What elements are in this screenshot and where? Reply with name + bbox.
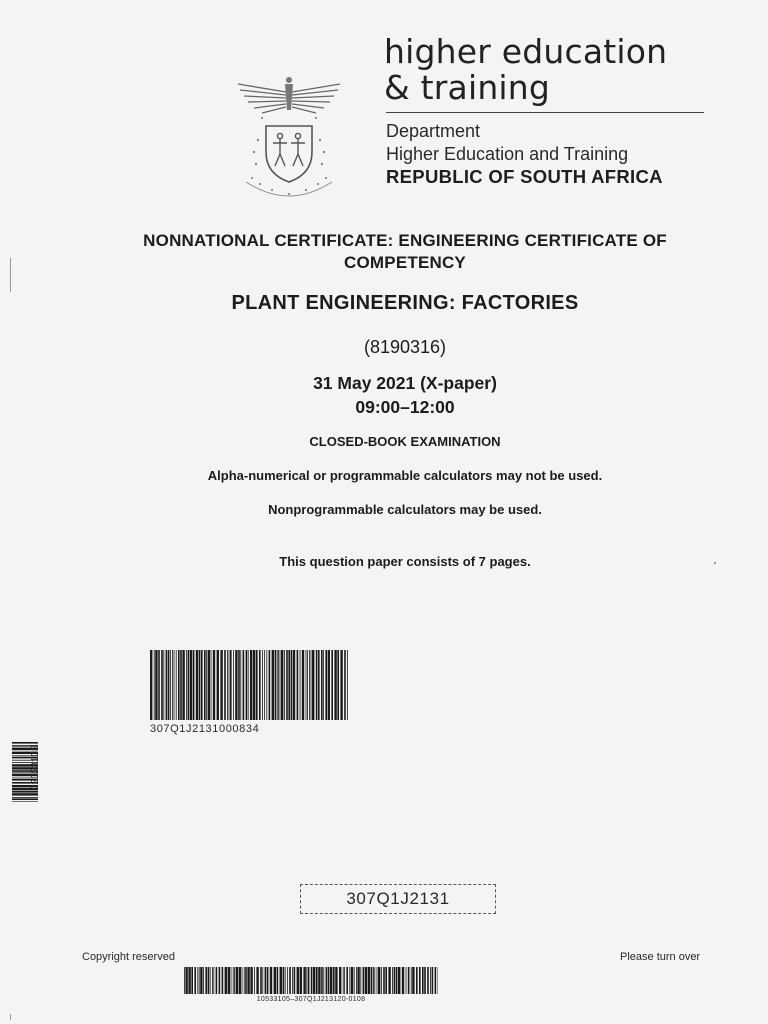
main-barcode-number: 307Q1J2131000834 [150, 723, 260, 735]
barcode-bar [219, 967, 221, 994]
barcode-bar [12, 797, 38, 798]
barcode-bar [416, 967, 418, 994]
barcode-bar [283, 967, 285, 994]
barcode-bar [168, 650, 170, 720]
barcode-bar [254, 967, 255, 994]
barcode-bar [408, 967, 410, 994]
barcode-bar [166, 650, 168, 720]
barcode-bar [206, 650, 207, 720]
barcode-bar [318, 967, 320, 994]
barcode-bar [240, 650, 241, 720]
barcode-bar [247, 967, 249, 994]
barcode-bar [213, 650, 215, 720]
barcode-bar [154, 650, 155, 720]
paper-code-box: 307Q1J2131 [300, 884, 496, 914]
barcode-bar [422, 967, 424, 994]
barcode-bar [194, 967, 196, 994]
barcode-bar [208, 650, 210, 720]
barcode-bar [191, 967, 193, 994]
barcode-bar [205, 967, 207, 994]
barcode-bar [12, 793, 38, 795]
barcode-bar [267, 967, 269, 994]
barcode-bar [337, 650, 339, 720]
exam-date: 31 May 2021 (X-paper) [313, 373, 497, 393]
barcode-bar [427, 967, 429, 994]
barcode-bar [188, 967, 190, 994]
barcode-bar [220, 650, 222, 720]
barcode-bar [265, 967, 267, 994]
barcode-bar [377, 967, 378, 994]
barcode-bar [280, 650, 281, 720]
barcode-bar [318, 650, 320, 720]
barcode-bar [328, 967, 330, 994]
barcode-bar [245, 967, 247, 994]
barcode-bar [185, 967, 187, 994]
exam-type: CLOSED-BOOK EXAMINATION [309, 434, 501, 449]
barcode-bar [186, 650, 187, 720]
barcode-bar [264, 650, 265, 720]
scan-mark [10, 258, 11, 292]
barcode-bar [174, 650, 175, 720]
barcode-bar [217, 650, 219, 720]
barcode-bar [381, 967, 382, 994]
barcode-bar [197, 967, 198, 994]
barcode-bar [286, 650, 288, 720]
barcode-bar [278, 650, 279, 720]
barcode-bar [224, 650, 226, 720]
barcode-bar [300, 650, 301, 720]
barcode-bar [383, 967, 385, 994]
barcode-bar [308, 967, 310, 994]
barcode-bar [306, 967, 307, 994]
calculator-note-2: Nonprogrammable calculators may be used. [268, 502, 542, 517]
barcode-bar [289, 967, 291, 994]
header-divider [386, 112, 704, 113]
barcode-bar [239, 967, 241, 994]
barcode-bar [231, 967, 232, 994]
barcode-bar [287, 967, 288, 994]
barcode-bar [250, 967, 252, 994]
barcode-bar [228, 967, 230, 994]
barcode-bar [284, 650, 285, 720]
barcode-bar [155, 650, 157, 720]
barcode-bar [311, 967, 313, 994]
title-line-1: higher education [384, 32, 668, 71]
barcode-bar [291, 650, 293, 720]
barcode-bar [250, 650, 252, 720]
barcode-bar [356, 967, 357, 994]
barcode-bar [243, 650, 245, 720]
barcode-bar [351, 967, 353, 994]
barcode-bar [150, 650, 152, 720]
barcode-bar [170, 650, 171, 720]
title-line-2: & training [384, 68, 551, 107]
barcode-bar [260, 967, 262, 994]
barcode-bar [378, 967, 380, 994]
page-count-note: This question paper consists of 7 pages. [279, 554, 531, 569]
barcode-bar [184, 967, 185, 994]
barcode-bar [328, 650, 330, 720]
barcode-bar [300, 967, 302, 994]
barcode-bar [163, 650, 164, 720]
barcode-bar [246, 650, 248, 720]
barcode-bar [292, 967, 293, 994]
scan-mark [10, 1014, 11, 1020]
barcode-bar [316, 650, 318, 720]
barcode-bar [176, 650, 177, 720]
barcode-bar [199, 650, 201, 720]
barcode-bar [343, 967, 344, 994]
barcode-bar [277, 967, 279, 994]
barcode-bar [158, 650, 160, 720]
department-label: Department [386, 121, 481, 141]
barcode-bar [330, 967, 332, 994]
barcode-bar [346, 967, 348, 994]
barcode-bar [262, 650, 263, 720]
side-barcode-number: 0202310S [30, 744, 41, 790]
barcode-bar [230, 650, 232, 720]
barcode-bar [354, 967, 355, 994]
certificate-line-2: COMPETENCY [344, 253, 466, 272]
barcode-bar [432, 967, 434, 994]
ministry-name: Higher Education and Training [386, 144, 629, 164]
calculator-note-1: Alpha-numerical or programmable calculators may not be used. [207, 468, 603, 483]
department-title [384, 34, 714, 106]
barcode-bar [203, 967, 204, 994]
barcode-bar [212, 967, 213, 994]
barcode-bar [266, 650, 267, 720]
barcode-bar [193, 650, 195, 720]
barcode-bar [269, 650, 271, 720]
barcode-bar [347, 650, 348, 720]
barcode-bar [200, 967, 202, 994]
barcode-bar [274, 967, 276, 994]
barcode-bar [293, 650, 295, 720]
barcode-bar [339, 967, 341, 994]
barcode-bar [259, 650, 261, 720]
barcode-bar [402, 967, 404, 994]
barcode-bar [412, 967, 414, 994]
certificate-line-1: NONNATIONAL CERTIFICATE: ENGINEERING CERTIFICATE OF [143, 231, 667, 250]
barcode-bar [238, 650, 240, 720]
barcode-bar [360, 967, 361, 994]
barcode-bar [363, 967, 365, 994]
subject-title: PLANT ENGINEERING: FACTORIES [231, 292, 579, 314]
main-barcode [150, 650, 348, 720]
barcode-bar [323, 967, 324, 994]
barcode-bar [297, 967, 299, 994]
barcode-bar [323, 650, 324, 720]
barcode-bar [303, 967, 305, 994]
barcode-bar [388, 967, 390, 994]
barcode-bar [385, 967, 387, 994]
barcode-bar [233, 650, 234, 720]
barcode-bar [313, 967, 315, 994]
barcode-bar [430, 967, 431, 994]
barcode-bar [307, 650, 308, 720]
barcode-bar [256, 650, 258, 720]
barcode-bar [309, 650, 310, 720]
barcode-bar [396, 967, 398, 994]
barcode-bar [344, 967, 345, 994]
barcode-bar [12, 798, 38, 800]
barcode-bar [333, 967, 335, 994]
barcode-bar [262, 967, 263, 994]
barcode-bar [406, 967, 407, 994]
barcode-bar [419, 967, 421, 994]
barcode-bar [371, 967, 373, 994]
barcode-bar [216, 967, 218, 994]
barcode-bar [281, 650, 283, 720]
barcode-bar [244, 967, 245, 994]
barcode-bar [172, 650, 173, 720]
barcode-bar [326, 967, 328, 994]
scan-mark [714, 562, 716, 564]
subject-code: (8190316) [363, 337, 447, 357]
barcode-bar [190, 650, 192, 720]
barcode-bar [334, 650, 336, 720]
barcode-bar [331, 650, 333, 720]
barcode-bar [368, 967, 370, 994]
barcode-bar [325, 650, 327, 720]
barcode-bar [235, 650, 237, 720]
turn-over-note: Please turn over [620, 951, 701, 963]
barcode-bar [188, 650, 190, 720]
barcode-bar [316, 967, 318, 994]
barcode-bar [321, 967, 323, 994]
barcode-bar [225, 967, 227, 994]
barcode-bar [229, 650, 230, 720]
barcode-bar [227, 650, 228, 720]
barcode-bar [210, 967, 211, 994]
barcode-bar [253, 650, 255, 720]
barcode-bar [349, 967, 350, 994]
barcode-bar [373, 967, 374, 994]
barcode-bar [204, 650, 206, 720]
barcode-bar [302, 650, 304, 720]
barcode-bar [248, 650, 249, 720]
barcode-bar [365, 967, 367, 994]
barcode-bar [275, 650, 277, 720]
barcode-bar [213, 967, 214, 994]
barcode-bar [294, 967, 296, 994]
barcode-bar [411, 967, 412, 994]
barcode-bar [178, 650, 180, 720]
copyright-note: Copyright reserved [82, 951, 175, 963]
coat-of-arms-icon [228, 70, 350, 200]
barcode-bar [392, 967, 393, 994]
barcode-bar [306, 650, 307, 720]
barcode-bar [256, 967, 258, 994]
barcode-bar [335, 967, 337, 994]
barcode-bar [435, 967, 437, 994]
barcode-bar [12, 801, 38, 802]
barcode-bar [312, 650, 314, 720]
bottom-barcode [184, 967, 438, 994]
barcode-bar [201, 650, 203, 720]
barcode-bar [374, 967, 375, 994]
barcode-bar [311, 650, 312, 720]
barcode-bar [357, 967, 359, 994]
barcode-bar [398, 967, 400, 994]
barcode-bar [270, 967, 272, 994]
barcode-bar [236, 967, 238, 994]
barcode-bar [321, 650, 323, 720]
barcode-bar [233, 967, 234, 994]
barcode-bar [272, 650, 274, 720]
barcode-bar [12, 791, 38, 793]
barcode-bar [277, 650, 278, 720]
barcode-bar [211, 650, 212, 720]
country-name: REPUBLIC OF SOUTH AFRICA [386, 166, 663, 187]
barcode-bar [196, 650, 198, 720]
barcode-bar [234, 967, 235, 994]
barcode-bar [424, 967, 426, 994]
certificate-title [60, 230, 750, 274]
barcode-bar [394, 967, 396, 994]
barcode-bar [161, 650, 163, 720]
barcode-bar [297, 650, 299, 720]
barcode-bar [208, 967, 210, 994]
barcode-bar [280, 967, 282, 994]
exam-time: 09:00–12:00 [355, 397, 455, 417]
barcode-bar [340, 650, 342, 720]
barcode-bar [285, 967, 286, 994]
barcode-bar [222, 967, 224, 994]
barcode-bar [180, 650, 182, 720]
barcode-bar [199, 967, 200, 994]
barcode-bar [344, 650, 346, 720]
barcode-bar [288, 650, 290, 720]
barcode-bar [182, 650, 184, 720]
bottom-barcode-number: 10533105–307Q1J213120-0108 [256, 996, 366, 1003]
barcode-bar [242, 967, 243, 994]
